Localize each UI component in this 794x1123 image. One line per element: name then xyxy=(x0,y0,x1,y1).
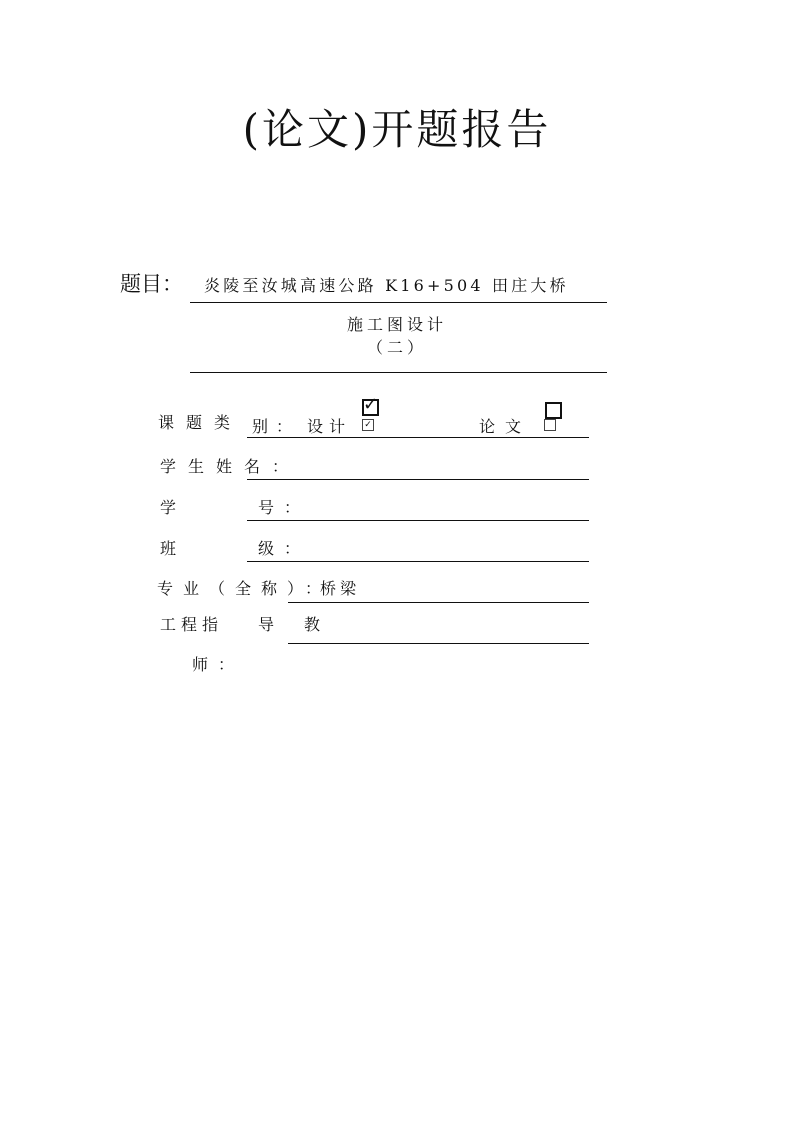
design-checkbox-small[interactable]: ✓ xyxy=(362,419,374,431)
document-title: (论文)开题报告 xyxy=(242,105,552,154)
topic-underline-1 xyxy=(190,302,607,303)
student-name-label: 学生姓名： xyxy=(160,457,301,476)
topic-label: 题目： xyxy=(120,272,183,296)
major-value: 桥梁 xyxy=(320,579,361,598)
advisor-label-c: 教 xyxy=(304,615,321,634)
major-label: 专业（全称）： xyxy=(157,579,332,598)
student-id-label-b: 号： xyxy=(258,498,311,517)
thesis-checkbox[interactable] xyxy=(545,402,562,419)
advisor-underline xyxy=(288,643,589,644)
option-design-label: 设计 xyxy=(307,417,352,436)
student-id-label-a: 学 xyxy=(160,498,177,517)
class-underline xyxy=(247,561,589,562)
topic-line-2: 施工图设计 xyxy=(346,315,447,334)
check-icon: ✓ xyxy=(363,394,379,415)
class-label-a: 班 xyxy=(160,539,177,558)
topic-line-3: （二） xyxy=(366,338,427,357)
topic-line-1: 炎陵至汝城高速公路 K16+504 田庄大桥 xyxy=(204,276,569,295)
topic-underline-2 xyxy=(190,372,607,373)
student-id-underline xyxy=(247,520,589,521)
option-thesis-label: 论文 xyxy=(479,417,532,436)
major-underline xyxy=(288,602,589,603)
advisor-label-d: 师： xyxy=(192,655,245,674)
advisor-label-b: 导 xyxy=(258,615,275,634)
category-label: 课题类 xyxy=(158,413,243,432)
thesis-checkbox-small[interactable] xyxy=(544,419,556,431)
class-label-b: 级： xyxy=(258,539,311,558)
category-underline xyxy=(247,437,589,438)
category-label-tail: 别： xyxy=(252,417,301,436)
advisor-label-a: 工程指 xyxy=(160,615,224,634)
student-name-underline xyxy=(247,479,589,480)
